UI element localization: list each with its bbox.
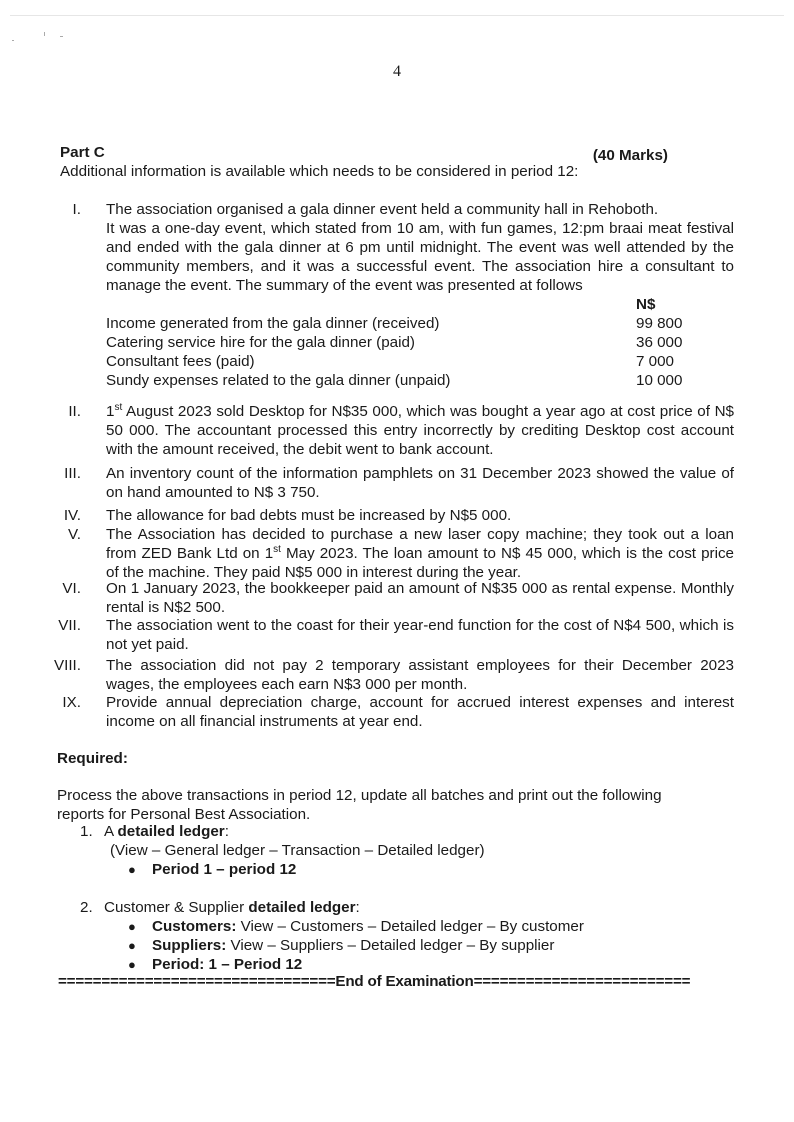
row-label: Income generated from the gala dinner (received) <box>106 315 440 332</box>
item-text-part: August 2023 sold Desktop for N$35 000, which was bought a year ago at cost price of N$ 50 000. The accountant processed this entry incorrectly by crediting Desktop cost account with the amount received, the debit went to bank account. <box>106 403 734 458</box>
requirement-text <box>104 822 229 841</box>
part-title: Part C <box>60 144 105 161</box>
process-instructions: Process the above transactions in period 12, update all batches and print out the following reports for Personal Best Association. <box>57 787 662 823</box>
req-text-part: Customer & Supplier <box>104 899 249 916</box>
item-number: IV. <box>63 507 81 524</box>
table-row <box>106 371 734 390</box>
req-text-bold: detailed ledger <box>248 899 356 916</box>
row-label: Catering service hire for the gala dinner (paid) <box>106 334 415 351</box>
item-number: II. <box>68 403 81 420</box>
item-text-part: 1 <box>106 403 115 420</box>
scan-speck <box>60 36 63 37</box>
bullet-icon: ● <box>128 862 136 877</box>
table-row <box>106 352 734 371</box>
item-number: VII. <box>58 617 81 634</box>
item-number: III. <box>64 465 81 482</box>
bullet-bold: Period: 1 – Period 12 <box>152 956 303 973</box>
part-intro: Additional information is available which needs to be considered in period 12: <box>60 163 579 180</box>
superscript: st <box>273 543 281 555</box>
bullet-text <box>152 936 554 955</box>
requirement-number: 1. <box>80 823 93 840</box>
item-number: V. <box>68 526 81 543</box>
required-heading: Required: <box>57 750 128 767</box>
row-amount: 36 000 <box>636 334 683 351</box>
row-amount: 7 000 <box>636 353 675 370</box>
scan-edge-line <box>10 15 784 16</box>
scan-speck <box>12 40 14 41</box>
bullet-text <box>152 917 584 936</box>
requirement-number: 2. <box>80 899 93 916</box>
currency-header: N$ <box>636 296 656 313</box>
bullet-icon: ● <box>128 919 136 934</box>
item-number: VIII. <box>53 657 81 674</box>
gala-summary-table <box>106 295 734 390</box>
row-label: Sundy expenses related to the gala dinner (unpaid) <box>106 372 451 389</box>
bullet-bold: Suppliers: <box>152 937 227 954</box>
row-amount: 99 800 <box>636 315 683 332</box>
part-marks: (40 Marks) <box>592 147 668 164</box>
bullet-rest: View – Suppliers – Detailed ledger – By supplier <box>226 937 555 954</box>
item-text: An inventory count of the information pamphlets on 31 December 2023 showed the value of on hand amounted to N$ 3 750. <box>106 465 734 501</box>
row-amount: 10 000 <box>636 372 683 389</box>
item-number: I. <box>72 201 81 218</box>
item-text: The allowance for bad debts must be increased by N$5 000. <box>106 507 512 524</box>
requirement-text <box>104 898 360 917</box>
bullet-bold: Customers: <box>152 918 237 935</box>
item-number: IX. <box>62 694 81 711</box>
bullet-icon: ● <box>128 957 136 972</box>
item-text: It was a one-day event, which stated from 10 am, with fun games, 12:pm braai meat festival and ended with the gala dinner at 6 pm until midnight. The event was well attended by the community members, and it was a successful event. The association hire a consultant to manage the event. The summary of the event was presented at follows <box>106 220 734 294</box>
req-text-bold: detailed ledger <box>117 823 225 840</box>
bullet-text: Period 1 – period 12 <box>152 861 297 878</box>
item-text: On 1 January 2023, the bookkeeper paid an amount of N$35 000 as rental expense. Monthly rental is N$2 500. <box>106 580 734 616</box>
bullet-rest: View – Customers – Detailed ledger – By customer <box>236 918 584 935</box>
end-of-exam-line: ================================End of Examination========================= <box>58 973 691 990</box>
superscript: st <box>114 401 123 413</box>
req-text-part: A <box>104 823 118 840</box>
req-text-part: : <box>224 823 229 840</box>
item-text <box>106 525 734 582</box>
item-number: VI. <box>62 580 81 597</box>
table-row <box>106 333 734 352</box>
bullet-icon: ● <box>128 938 136 953</box>
table-row <box>106 314 734 333</box>
item-text-part: The Association has decided to purchase a new laser copy machine; they took out a loan from ZED Bank Ltd on 1 <box>106 526 734 562</box>
page-number: 4 <box>393 63 401 80</box>
item-text: The association went to the coast for their year-end function for the cost of N$4 500, which is not yet paid. <box>106 617 734 653</box>
menu-path: (View – General ledger – Transaction – Detailed ledger) <box>110 842 485 859</box>
item-text: The association did not pay 2 temporary assistant employees for their December 2023 wages, the employees each earn N$3 000 per month. <box>106 657 734 693</box>
item-text: Provide annual depreciation charge, account for accrued interest expenses and interest income on all financial instruments at year end. <box>106 694 734 730</box>
item-text: The association organised a gala dinner event held a community hall in Rehoboth. <box>106 201 659 218</box>
req-text-part: : <box>355 899 360 916</box>
item-text <box>106 402 734 459</box>
item-text-part: May 2023. The loan amount to N$ 45 000, which is the cost price of the machine. They paid N$5 000 in interest during the year. <box>106 545 734 581</box>
table-row <box>106 295 734 314</box>
row-label: Consultant fees (paid) <box>106 353 255 370</box>
scan-speck <box>44 32 45 36</box>
